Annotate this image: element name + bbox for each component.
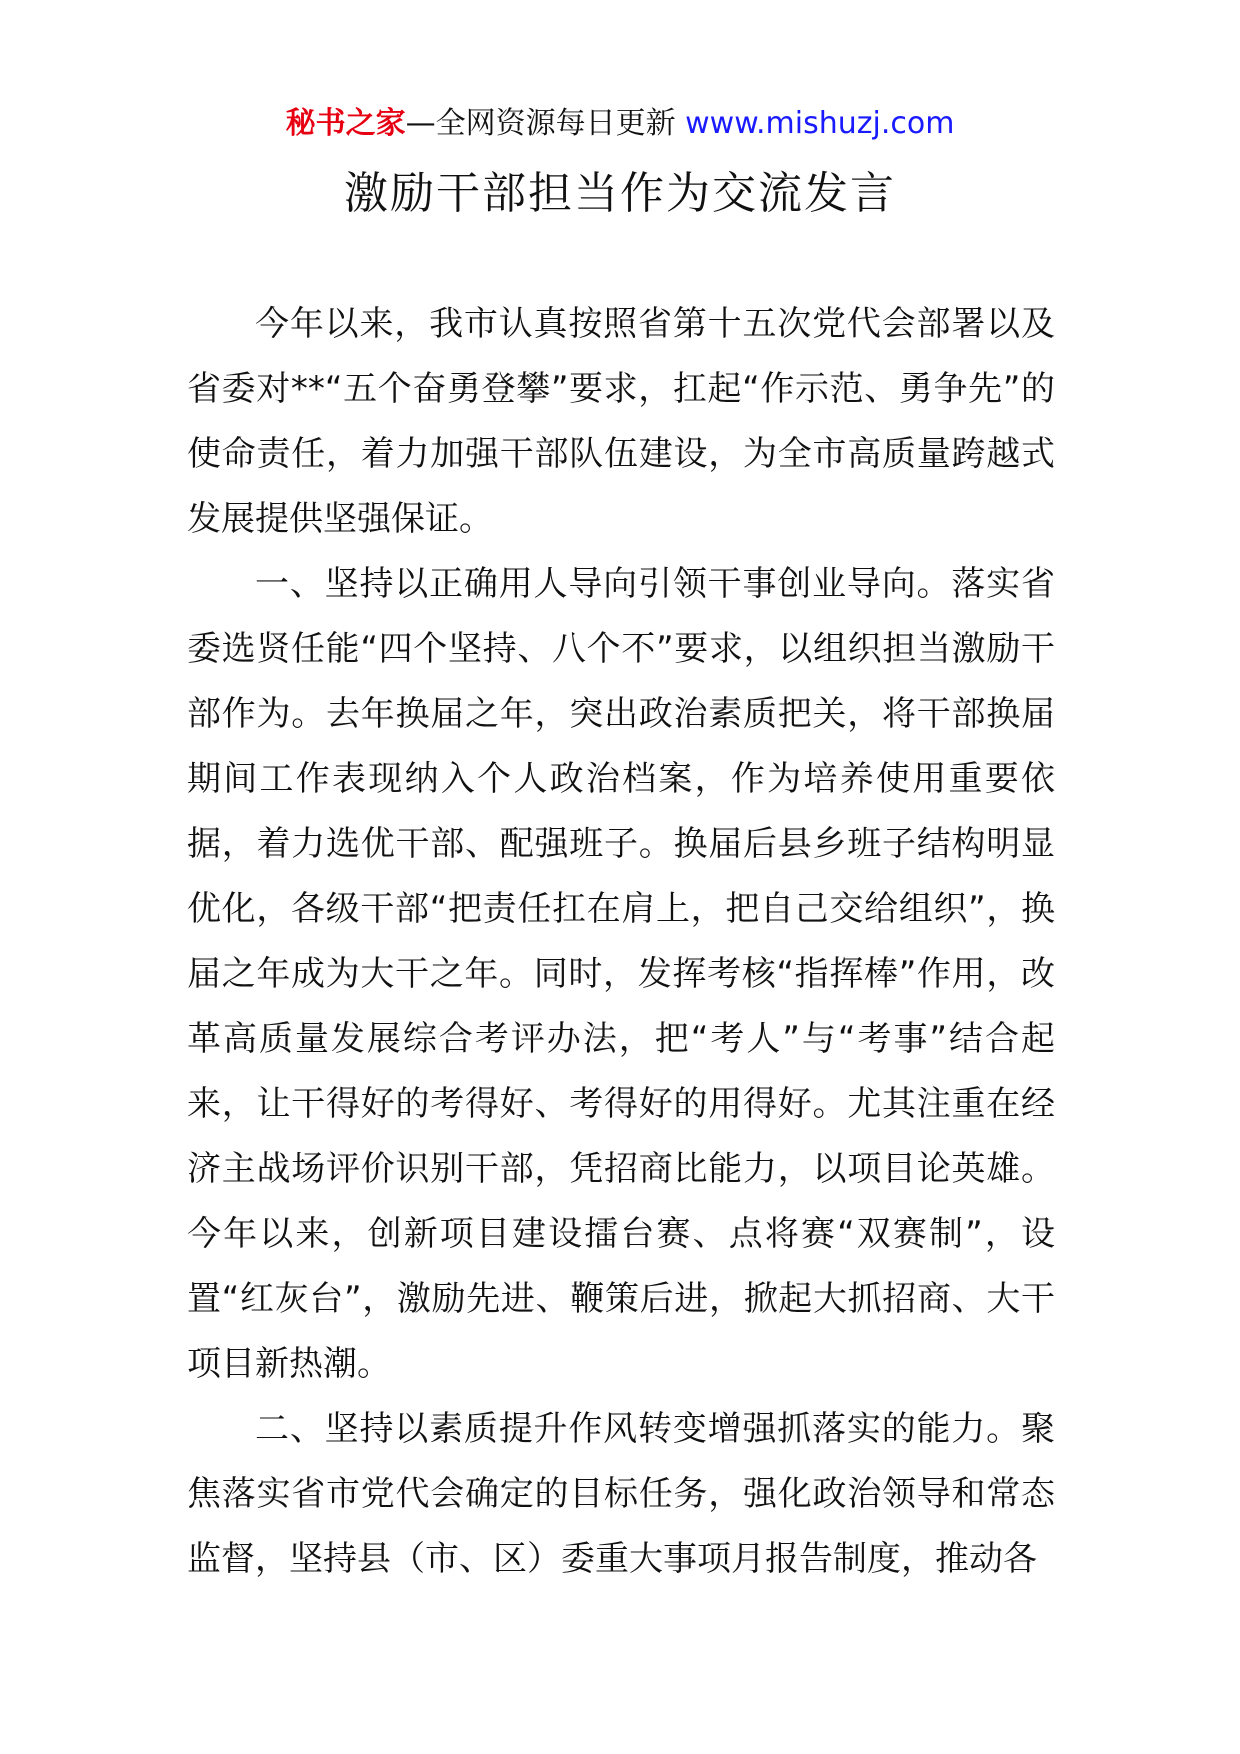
brand-name: 秘书之家 <box>285 106 406 141</box>
header-tagline: —全网资源每日更新 <box>405 106 686 141</box>
site-header <box>0 102 1240 146</box>
paragraph-intro: 今年以来，我市认真按照省第十五次党代会部署以及省委对**“五个奋勇登攀”要求，扛起“作示范、勇争先”的使命责任，着力加强干部队伍建设，为全市高质量跨越式发展提供坚强保证。 <box>187 304 1055 539</box>
document-title: 激励干部担当作为交流发言 <box>344 168 896 219</box>
site-url-link[interactable]: www.mishuzj.com <box>685 106 955 141</box>
paragraph-section-one: 一、坚持以正确用人导向引领干事创业导向。落实省委选贤任能“四个坚持、八个不”要求，以组织担当激励干部作为。去年换届之年，突出政治素质把关，将干部换届期间工作表现纳入个人政治档案，作为培养使用重要依据，着力选优干部、配强班子。换届后县乡班子结构明显优化，各级干部“把责任扛在肩上，把自己交给组织”，换届之年成为大干之年。同时，发挥考核“指挥棒”作用，改革高质量发展综合考评办法，把“考人”与“考事”结合起来，让干得好的考得好、考得好的用得好。尤其注重在经济主战场评价识别干部，凭招商比能力，以项目论英雄。今年以来，创新项目建设擂台赛、点将赛“双赛制”，设置“红灰台”，激励先进、鞭策后进，掀起大抓招商、大干项目新热潮。 <box>187 564 1055 1384</box>
document-body <box>187 292 1055 1592</box>
paragraph-section-two: 二、坚持以素质提升作风转变增强抓落实的能力。聚焦落实省市党代会确定的目标任务，强化政治领导和常态监督，坚持县（市、区）委重大事项月报告制度，推动各 <box>187 1409 1055 1579</box>
